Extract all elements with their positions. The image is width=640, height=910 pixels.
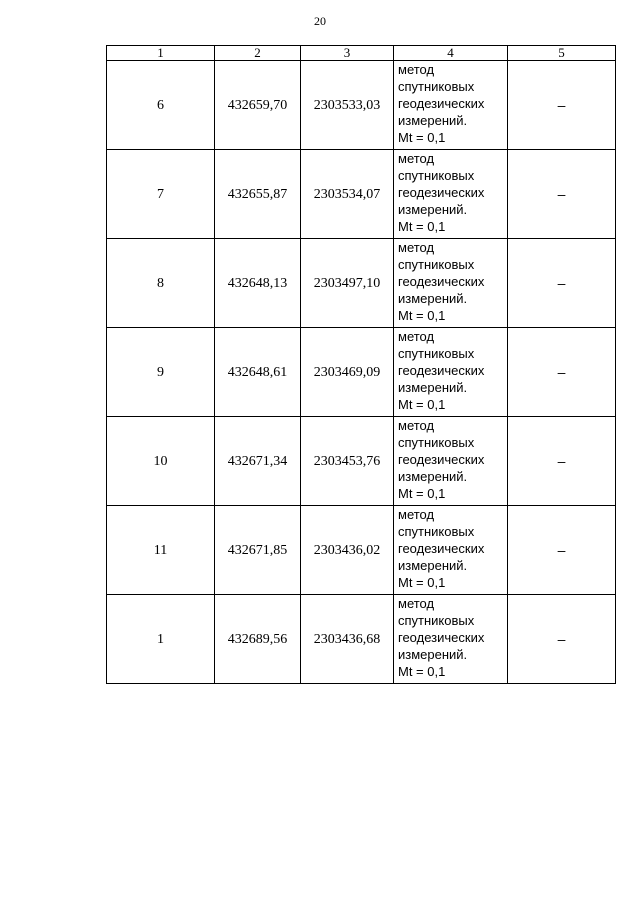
y-coordinate-cell: 2303436,68 [301,595,394,684]
method-line: спутниковых [398,524,475,539]
column-header: 5 [508,46,616,61]
method-cell [394,506,508,595]
method-line: измерений. [398,202,468,217]
method-line: геодезических [398,185,485,200]
method-line: Mt = 0,1 [398,219,446,234]
method-line: метод [398,62,435,77]
method-cell [394,61,508,150]
point-number-cell: 9 [107,328,215,417]
x-coordinate-cell: 432659,70 [215,61,301,150]
method-line: спутниковых [398,435,475,450]
column-header: 1 [107,46,215,61]
page-number: 20 [314,14,326,28]
method-line: спутниковых [398,168,475,183]
method-line: геодезических [398,630,485,645]
method-line: спутниковых [398,346,475,361]
method-cell [394,595,508,684]
point-number-cell: 8 [107,239,215,328]
method-cell [394,417,508,506]
method-cell [394,328,508,417]
y-coordinate-cell: 2303436,02 [301,506,394,595]
method-line: измерений. [398,291,468,306]
column-header: 3 [301,46,394,61]
table-row [107,417,616,506]
method-cell [394,239,508,328]
x-coordinate-cell: 432655,87 [215,150,301,239]
method-line: метод [398,329,435,344]
table-row [107,328,616,417]
y-coordinate-cell: 2303534,07 [301,150,394,239]
table-row [107,239,616,328]
note-cell: – [508,417,616,506]
method-line: спутниковых [398,257,475,272]
point-number-cell: 1 [107,595,215,684]
method-line: метод [398,240,435,255]
table-row [107,61,616,150]
note-cell: – [508,150,616,239]
column-header: 2 [215,46,301,61]
method-line: измерений. [398,380,468,395]
method-line: спутниковых [398,79,475,94]
point-number-cell: 11 [107,506,215,595]
method-line: измерений. [398,113,468,128]
note-cell: – [508,595,616,684]
method-line: геодезических [398,363,485,378]
method-line: метод [398,596,435,611]
method-line: геодезических [398,541,485,556]
method-line: Mt = 0,1 [398,486,446,501]
note-cell: – [508,239,616,328]
table-row [107,506,616,595]
point-number-cell: 7 [107,150,215,239]
note-cell: – [508,328,616,417]
method-line: метод [398,507,435,522]
method-line: Mt = 0,1 [398,397,446,412]
x-coordinate-cell: 432671,85 [215,506,301,595]
method-cell [394,150,508,239]
method-line: геодезических [398,452,485,467]
x-coordinate-cell: 432648,13 [215,239,301,328]
method-line: геодезических [398,96,485,111]
note-cell: – [508,506,616,595]
note-cell: – [508,61,616,150]
y-coordinate-cell: 2303453,76 [301,417,394,506]
method-line: спутниковых [398,613,475,628]
method-line: Mt = 0,1 [398,308,446,323]
y-coordinate-cell: 2303469,09 [301,328,394,417]
coordinates-table [106,45,616,684]
method-line: геодезических [398,274,485,289]
method-line: Mt = 0,1 [398,664,446,679]
point-number-cell: 10 [107,417,215,506]
column-header: 4 [394,46,508,61]
table-row [107,595,616,684]
method-line: Mt = 0,1 [398,575,446,590]
y-coordinate-cell: 2303533,03 [301,61,394,150]
method-line: измерений. [398,647,468,662]
method-line: метод [398,151,435,166]
method-line: измерений. [398,558,468,573]
coordinates-table-body [107,46,616,684]
method-line: измерений. [398,469,468,484]
table-row [107,150,616,239]
table-header-row [107,46,616,61]
method-line: метод [398,418,435,433]
y-coordinate-cell: 2303497,10 [301,239,394,328]
method-line: Mt = 0,1 [398,130,446,145]
x-coordinate-cell: 432671,34 [215,417,301,506]
x-coordinate-cell: 432648,61 [215,328,301,417]
point-number-cell: 6 [107,61,215,150]
x-coordinate-cell: 432689,56 [215,595,301,684]
